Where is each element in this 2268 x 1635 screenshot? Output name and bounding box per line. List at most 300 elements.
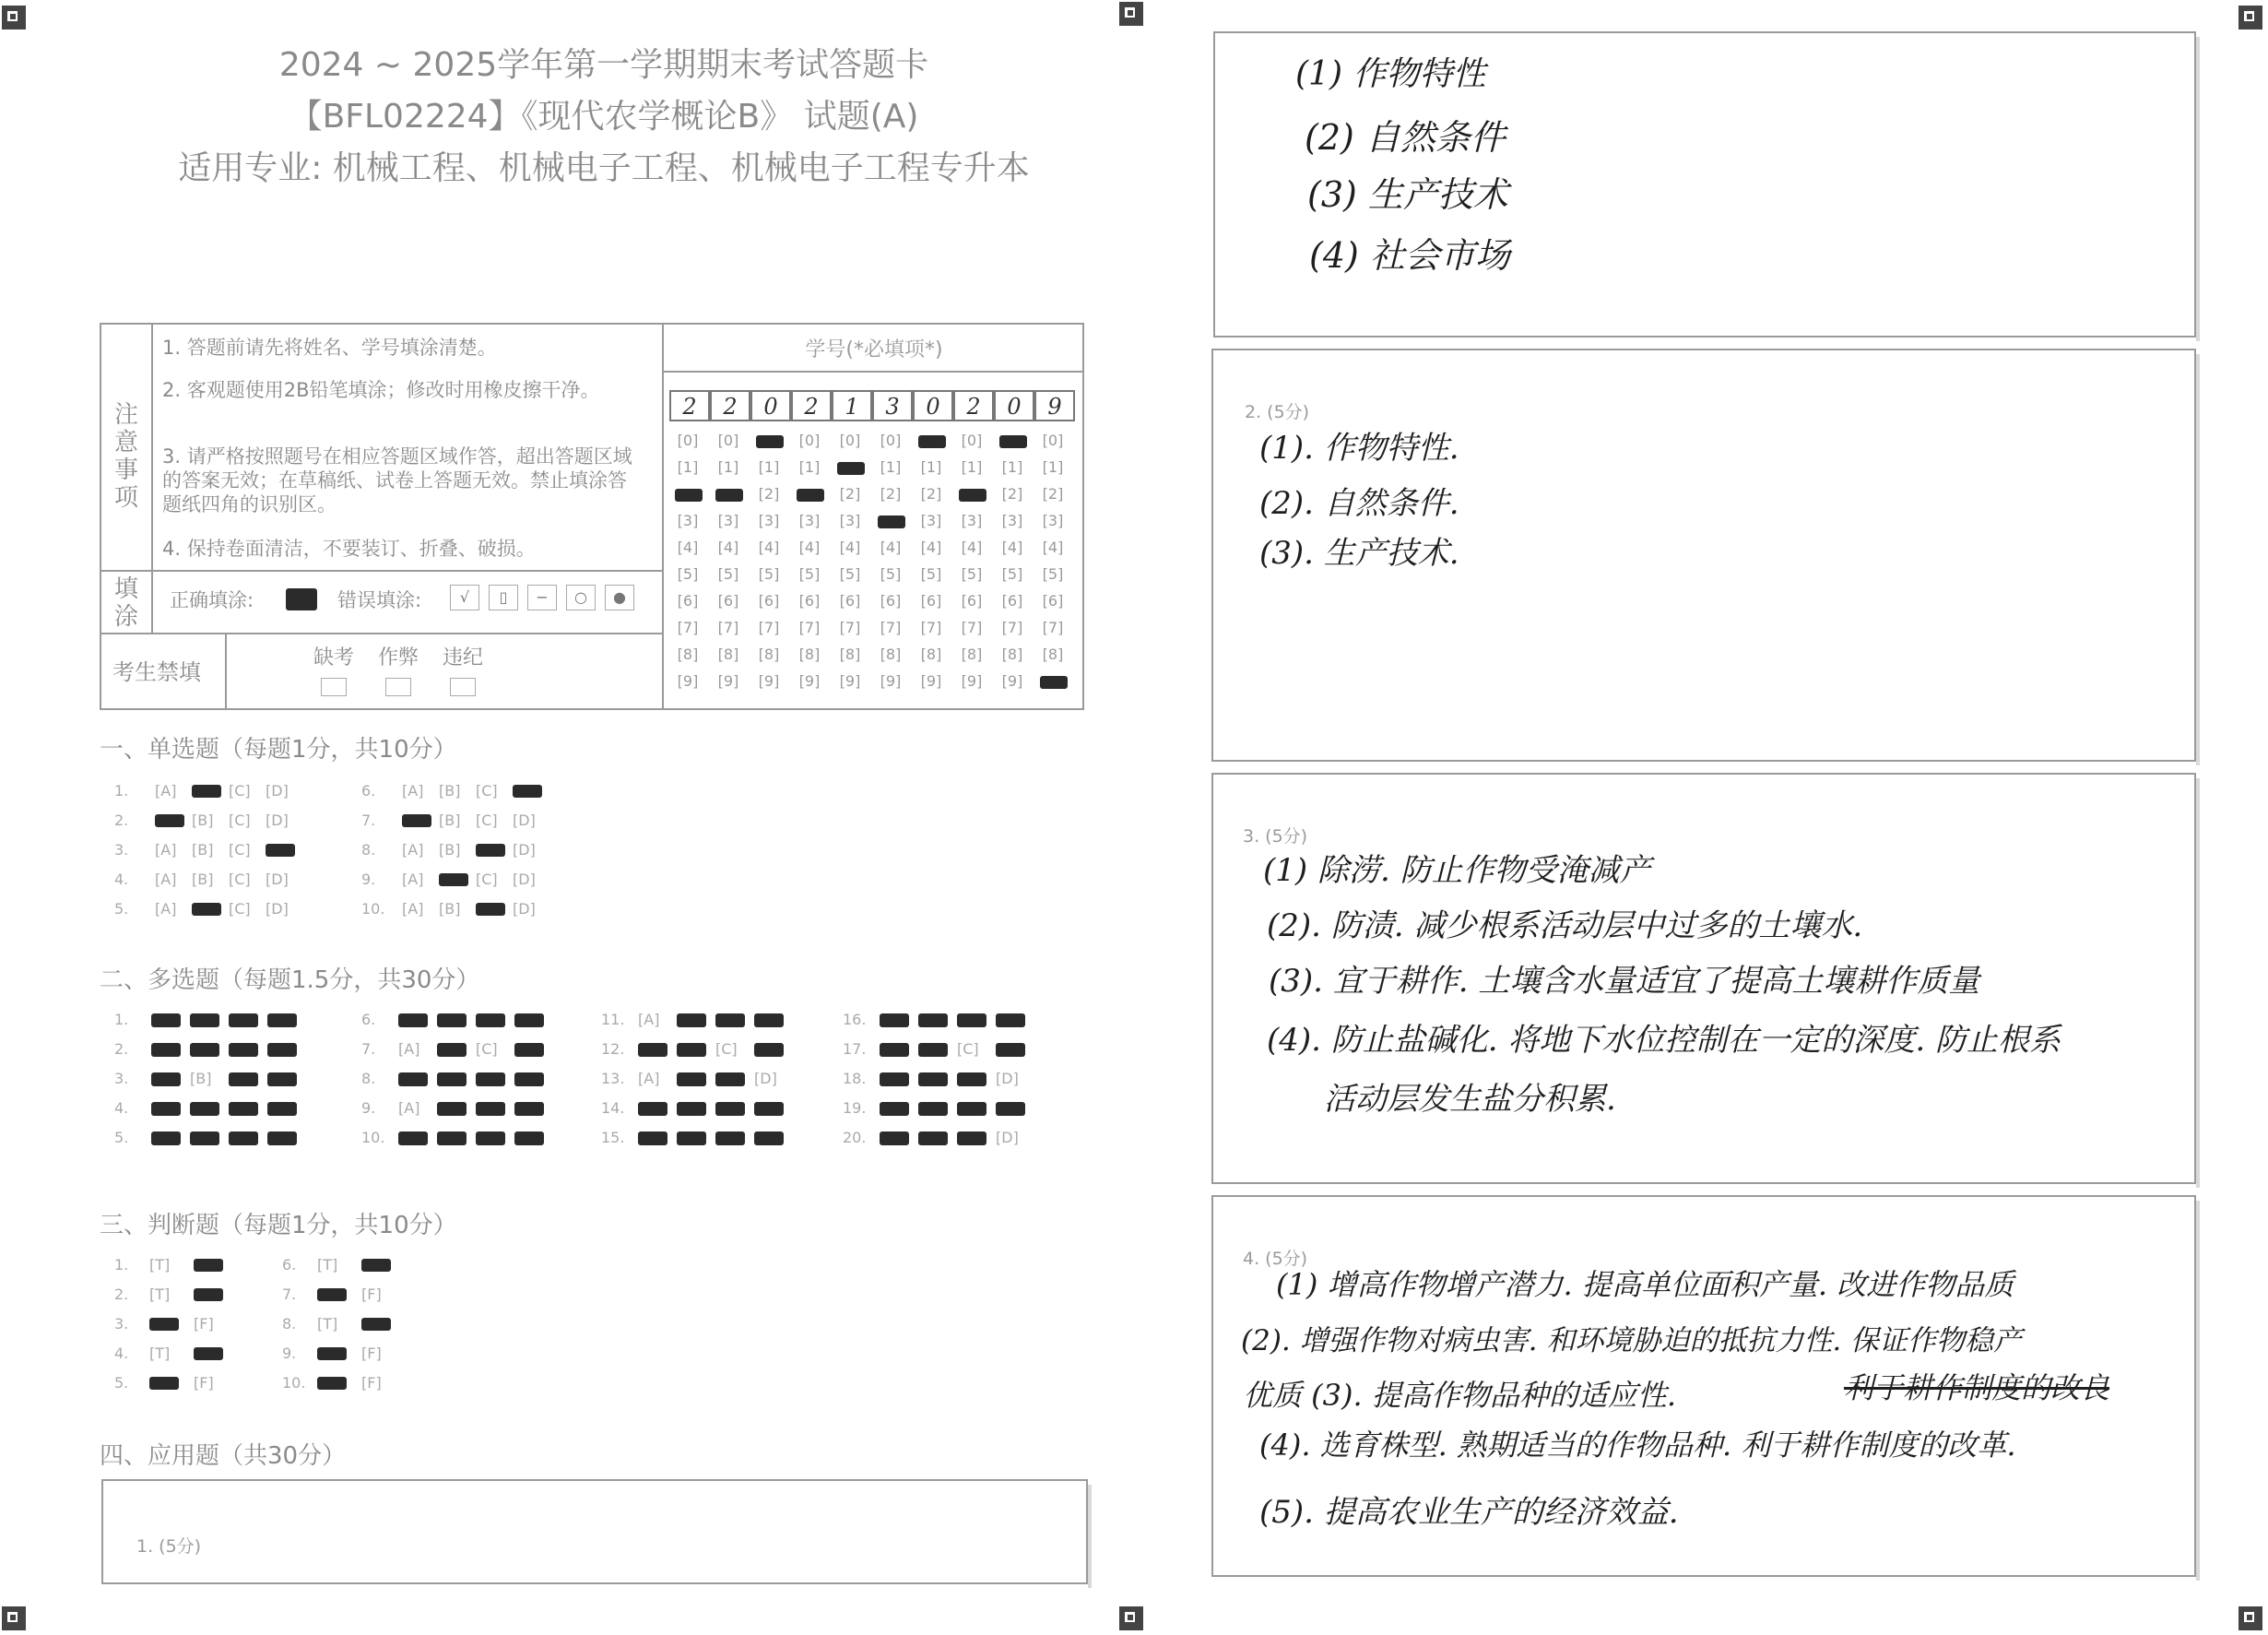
student-id-digit[interactable]: 2 bbox=[953, 390, 994, 421]
student-id-bubble[interactable]: [3] bbox=[798, 512, 821, 529]
mc-bubble-filled[interactable] bbox=[192, 903, 221, 916]
student-id-bubble[interactable]: [3] bbox=[717, 512, 739, 529]
tf-bubble-filled[interactable] bbox=[149, 1377, 179, 1390]
mc-bubble-filled[interactable] bbox=[192, 785, 221, 798]
mc-bubble[interactable]: [C] bbox=[957, 1040, 979, 1058]
student-id-bubble[interactable]: [6] bbox=[677, 592, 699, 610]
student-id-bubble[interactable]: [6] bbox=[1042, 592, 1064, 610]
mc-bubble-filled[interactable] bbox=[266, 844, 295, 857]
mc-bubble-filled[interactable] bbox=[677, 1102, 706, 1116]
mc-bubble[interactable]: [A] bbox=[398, 1099, 420, 1117]
mc-bubble[interactable]: [B] bbox=[192, 812, 214, 829]
wrong-fill-sample: ○ bbox=[566, 585, 596, 610]
tf-question-number: 2. bbox=[114, 1285, 129, 1303]
student-id-bubble[interactable]: [4] bbox=[798, 539, 821, 556]
mc-bubble[interactable]: [C] bbox=[476, 1040, 498, 1058]
student-id-bubble[interactable]: [8] bbox=[961, 646, 983, 663]
student-id-bubble[interactable]: [4] bbox=[677, 539, 699, 556]
student-id-bubble[interactable]: [1] bbox=[920, 458, 942, 476]
mc-bubble[interactable]: [C] bbox=[229, 812, 251, 829]
mc-bubble[interactable]: [B] bbox=[439, 900, 461, 918]
mc-bubble[interactable]: [B] bbox=[439, 841, 461, 859]
student-id-digit[interactable]: 0 bbox=[913, 390, 953, 421]
mc-bubble[interactable]: [C] bbox=[476, 812, 498, 829]
mc-bubble-filled[interactable] bbox=[715, 1131, 745, 1145]
mc-bubble[interactable]: [B] bbox=[192, 841, 214, 859]
mc-bubble-filled[interactable] bbox=[267, 1072, 297, 1086]
q2-label: 2. (5分) bbox=[1245, 402, 1310, 422]
student-id-bubble-filled[interactable] bbox=[756, 435, 784, 448]
forbidden-checkbox[interactable] bbox=[450, 678, 476, 696]
forbidden-option-label: 作弊 bbox=[378, 646, 419, 669]
q1-answer-box[interactable] bbox=[101, 1479, 1088, 1584]
mc-bubble-filled[interactable] bbox=[996, 1102, 1025, 1116]
student-id-bubble[interactable]: [5] bbox=[758, 565, 780, 583]
mc-bubble-filled[interactable] bbox=[513, 785, 542, 798]
forbidden-checkbox[interactable] bbox=[321, 678, 347, 696]
student-id-bubble[interactable]: [8] bbox=[717, 646, 739, 663]
student-id-bubble[interactable]: [0] bbox=[961, 432, 983, 449]
student-id-bubble[interactable]: [3] bbox=[677, 512, 699, 529]
student-id-bubble[interactable]: [1] bbox=[798, 458, 821, 476]
student-id-bubble[interactable]: [7] bbox=[1042, 619, 1064, 636]
student-id-bubble[interactable]: [9] bbox=[717, 672, 739, 690]
student-id-bubble[interactable]: [4] bbox=[839, 539, 861, 556]
mc-bubble[interactable]: [D] bbox=[266, 782, 289, 800]
student-id-bubble[interactable]: [9] bbox=[677, 672, 699, 690]
student-id-digit[interactable]: 1 bbox=[832, 390, 872, 421]
student-id-bubble[interactable]: [3] bbox=[1042, 512, 1064, 529]
student-id-bubble[interactable]: [6] bbox=[920, 592, 942, 610]
student-id-bubble[interactable]: [9] bbox=[880, 672, 902, 690]
student-id-digit[interactable]: 9 bbox=[1034, 390, 1075, 421]
forbidden-option[interactable] bbox=[443, 642, 483, 696]
tf-bubble-filled[interactable] bbox=[317, 1347, 347, 1360]
exam-title: 2024 ~ 2025学年第一学期期末考试答题卡 bbox=[278, 46, 929, 84]
mc-bubble[interactable]: [D] bbox=[754, 1070, 777, 1087]
mc-bubble-filled[interactable] bbox=[151, 1043, 181, 1057]
student-id-bubble[interactable]: [8] bbox=[758, 646, 780, 663]
student-id-bubble[interactable]: [5] bbox=[920, 565, 942, 583]
tf-bubble[interactable]: [T] bbox=[149, 1285, 171, 1303]
forbidden-option-label: 违纪 bbox=[443, 646, 484, 669]
student-id-digit[interactable]: 2 bbox=[710, 390, 750, 421]
mc-bubble-filled[interactable] bbox=[918, 1102, 948, 1116]
forbidden-checkbox[interactable] bbox=[385, 678, 411, 696]
student-id-bubble[interactable]: [7] bbox=[880, 619, 902, 636]
tf-question-number: 8. bbox=[282, 1315, 297, 1333]
mc-bubble-filled[interactable] bbox=[229, 1131, 258, 1145]
student-id-bubble[interactable]: [5] bbox=[717, 565, 739, 583]
student-id-bubble[interactable]: [1] bbox=[717, 458, 739, 476]
mc-bubble-filled[interactable] bbox=[957, 1102, 986, 1116]
student-id-bubble[interactable]: [0] bbox=[880, 432, 902, 449]
mc-bubble[interactable]: [C] bbox=[715, 1040, 738, 1058]
mc-bubble-filled[interactable] bbox=[677, 1043, 706, 1057]
tf-bubble-filled[interactable] bbox=[149, 1318, 179, 1331]
student-id-bubble-filled[interactable] bbox=[797, 489, 824, 502]
mc-bubble[interactable]: [D] bbox=[513, 841, 536, 859]
mc-bubble[interactable]: [A] bbox=[398, 1040, 420, 1058]
mc-bubble[interactable]: [C] bbox=[229, 841, 251, 859]
student-id-bubble-filled[interactable] bbox=[918, 435, 946, 448]
mc-bubble-filled[interactable] bbox=[918, 1131, 948, 1145]
corner-mark-top-center bbox=[1119, 2, 1143, 26]
mc-bubble-filled[interactable] bbox=[151, 1072, 181, 1086]
mc-bubble-filled[interactable] bbox=[398, 1131, 428, 1145]
student-id-bubble[interactable]: [9] bbox=[798, 672, 821, 690]
mc-bubble-filled[interactable] bbox=[754, 1102, 784, 1116]
tf-question-number: 3. bbox=[114, 1315, 129, 1333]
mc-bubble-filled[interactable] bbox=[190, 1043, 219, 1057]
mc-question-number: 4. bbox=[114, 871, 129, 888]
mc-bubble[interactable]: [A] bbox=[155, 900, 177, 918]
mc-bubble[interactable]: [A] bbox=[638, 1011, 660, 1028]
student-id-bubble[interactable]: [6] bbox=[758, 592, 780, 610]
mc-bubble-filled[interactable] bbox=[638, 1102, 667, 1116]
student-id-bubble[interactable]: [5] bbox=[961, 565, 983, 583]
student-id-bubble[interactable]: [5] bbox=[798, 565, 821, 583]
forbidden-option[interactable] bbox=[313, 642, 354, 696]
student-id-bubble[interactable]: [8] bbox=[677, 646, 699, 663]
q3-answer-line-5: 活动层发生盐分积累. bbox=[1324, 1081, 1616, 1118]
student-id-bubble[interactable]: [9] bbox=[920, 672, 942, 690]
mc-bubble[interactable]: [A] bbox=[402, 782, 424, 800]
mc-bubble-filled[interactable] bbox=[190, 1131, 219, 1145]
mc-bubble-filled[interactable] bbox=[151, 1131, 181, 1145]
student-id-bubble[interactable]: [6] bbox=[839, 592, 861, 610]
student-id-bubble[interactable]: [2] bbox=[1042, 485, 1064, 503]
student-id-bubble-filled[interactable] bbox=[675, 489, 703, 502]
mc-bubble-filled[interactable] bbox=[514, 1013, 544, 1027]
wrong-fill-sample: − bbox=[527, 585, 557, 610]
mc-question-number: 4. bbox=[114, 1099, 129, 1117]
student-id-bubble[interactable]: [4] bbox=[1042, 539, 1064, 556]
mc-bubble-filled[interactable] bbox=[996, 1043, 1025, 1057]
student-id-bubble[interactable]: [8] bbox=[1001, 646, 1023, 663]
q2-answer-line-2: (2). 自然条件. bbox=[1259, 485, 1459, 522]
mc-bubble-filled[interactable] bbox=[437, 1013, 467, 1027]
student-id-bubble[interactable]: [1] bbox=[677, 458, 699, 476]
mc-bubble-filled[interactable] bbox=[715, 1072, 745, 1086]
student-id-bubble[interactable]: [7] bbox=[1001, 619, 1023, 636]
q4-answer-line-3: 优质 (3). 提高作物品种的适应性. bbox=[1243, 1378, 1677, 1413]
student-id-bubble[interactable]: [4] bbox=[1001, 539, 1023, 556]
student-id-bubble[interactable]: [8] bbox=[839, 646, 861, 663]
mc-bubble-filled[interactable] bbox=[190, 1013, 219, 1027]
mc-bubble[interactable]: [A] bbox=[155, 871, 177, 888]
mc-bubble-filled[interactable] bbox=[677, 1072, 706, 1086]
mc-bubble[interactable]: [D] bbox=[266, 812, 289, 829]
mc-question-number: 20. bbox=[843, 1129, 867, 1146]
mc-bubble-filled[interactable] bbox=[476, 1131, 505, 1145]
student-id-bubble-filled[interactable] bbox=[837, 462, 865, 475]
q4-label: 4. (5分) bbox=[1243, 1249, 1308, 1269]
student-id-bubble[interactable]: [2] bbox=[839, 485, 861, 503]
mc-question-number: 17. bbox=[843, 1040, 867, 1058]
mc-bubble-filled[interactable] bbox=[229, 1102, 258, 1116]
student-id-bubble[interactable]: [2] bbox=[1001, 485, 1023, 503]
mc-bubble[interactable]: [B] bbox=[192, 871, 214, 888]
student-id-title: 学号(*必填项*) bbox=[805, 338, 943, 361]
student-id-bubble[interactable]: [3] bbox=[1001, 512, 1023, 529]
mc-bubble-filled[interactable] bbox=[957, 1131, 986, 1145]
mc-bubble-filled[interactable] bbox=[267, 1013, 297, 1027]
mc-bubble-filled[interactable] bbox=[677, 1013, 706, 1027]
mc-question-number: 14. bbox=[601, 1099, 625, 1117]
mc-bubble-filled[interactable] bbox=[402, 814, 431, 827]
student-id-bubble[interactable]: [7] bbox=[961, 619, 983, 636]
mc-bubble[interactable]: [D] bbox=[266, 900, 289, 918]
student-id-bubble[interactable]: [2] bbox=[880, 485, 902, 503]
mc-question-number: 8. bbox=[361, 1070, 376, 1087]
tf-bubble[interactable]: [T] bbox=[317, 1315, 338, 1333]
mc-bubble[interactable]: [C] bbox=[476, 871, 498, 888]
student-id-bubble[interactable]: [7] bbox=[920, 619, 942, 636]
student-id-bubble[interactable]: [7] bbox=[717, 619, 739, 636]
mc-question-number: 19. bbox=[843, 1099, 867, 1117]
student-id-bubble[interactable]: [1] bbox=[880, 458, 902, 476]
mc-bubble-filled[interactable] bbox=[514, 1131, 544, 1145]
mc-bubble-filled[interactable] bbox=[957, 1013, 986, 1027]
mc-question-number: 10. bbox=[361, 1129, 385, 1146]
tf-bubble-filled[interactable] bbox=[361, 1318, 391, 1331]
section2-title: 二、多选题（每题1.5分，共30分） bbox=[100, 966, 480, 994]
mc-bubble-filled[interactable] bbox=[880, 1013, 909, 1027]
student-id-bubble[interactable]: [9] bbox=[1001, 672, 1023, 690]
student-id-bubble[interactable]: [8] bbox=[798, 646, 821, 663]
student-id-bubble[interactable]: [1] bbox=[1001, 458, 1023, 476]
mc-bubble-filled[interactable] bbox=[155, 814, 184, 827]
mc-bubble-filled[interactable] bbox=[638, 1131, 667, 1145]
wrong-fill-sample: √ bbox=[450, 585, 479, 610]
student-id-bubble[interactable]: [7] bbox=[758, 619, 780, 636]
student-id-bubble[interactable]: [4] bbox=[880, 539, 902, 556]
mc-bubble[interactable]: [C] bbox=[229, 782, 251, 800]
q3-answer-line-4: (4). 防止盐碱化. 将地下水位控制在一定的深度. 防止根系 bbox=[1267, 1022, 2061, 1059]
mc-bubble-filled[interactable] bbox=[476, 1102, 505, 1116]
correct-fill-sample bbox=[286, 588, 317, 610]
mc-bubble-filled[interactable] bbox=[754, 1013, 784, 1027]
mc-bubble[interactable]: [D] bbox=[513, 812, 536, 829]
mc-bubble-filled[interactable] bbox=[398, 1013, 428, 1027]
mc-bubble[interactable]: [C] bbox=[229, 871, 251, 888]
mc-bubble-filled[interactable] bbox=[439, 873, 468, 886]
q1-label: 1. (5分) bbox=[136, 1536, 202, 1557]
student-id-bubble[interactable]: [9] bbox=[839, 672, 861, 690]
student-id-bubble[interactable]: [7] bbox=[839, 619, 861, 636]
student-id-bubble[interactable]: [6] bbox=[798, 592, 821, 610]
mc-bubble-filled[interactable] bbox=[918, 1013, 948, 1027]
mc-bubble-filled[interactable] bbox=[880, 1043, 909, 1057]
mc-bubble[interactable]: [B] bbox=[439, 812, 461, 829]
student-id-bubble[interactable]: [5] bbox=[1042, 565, 1064, 583]
mc-bubble-filled[interactable] bbox=[437, 1131, 467, 1145]
mc-bubble[interactable]: [B] bbox=[439, 782, 461, 800]
student-id-bubble-filled[interactable] bbox=[878, 515, 905, 528]
student-id-bubble[interactable]: [4] bbox=[920, 539, 942, 556]
majors-line: 适用专业: 机械工程、机械电子工程、机械电子工程专升本 bbox=[178, 149, 1030, 187]
mc-question-number: 1. bbox=[114, 782, 129, 800]
mc-bubble[interactable]: [C] bbox=[476, 782, 498, 800]
tf-bubble-filled[interactable] bbox=[194, 1347, 223, 1360]
mc-bubble-filled[interactable] bbox=[638, 1043, 667, 1057]
tf-bubble-filled[interactable] bbox=[194, 1259, 223, 1272]
tf-bubble[interactable]: [F] bbox=[194, 1315, 214, 1333]
mc-bubble-filled[interactable] bbox=[229, 1072, 258, 1086]
mc-bubble[interactable]: [B] bbox=[190, 1070, 212, 1087]
student-id-bubble-filled[interactable] bbox=[959, 489, 986, 502]
mc-bubble[interactable]: [A] bbox=[638, 1070, 660, 1087]
student-id-bubble[interactable]: [1] bbox=[1042, 458, 1064, 476]
mc-bubble[interactable]: [A] bbox=[155, 841, 177, 859]
mc-question-number: 13. bbox=[601, 1070, 625, 1087]
mc-bubble-filled[interactable] bbox=[437, 1072, 467, 1086]
student-id-bubble[interactable]: [3] bbox=[920, 512, 942, 529]
mc-bubble-filled[interactable] bbox=[880, 1131, 909, 1145]
mc-bubble-filled[interactable] bbox=[229, 1013, 258, 1027]
notice-item-3: 3. 请严格按照题号在相应答题区域作答，超出答题区域的答案无效；在草稿纸、试卷上答题无效。禁止填涂答题纸四角的识别区。 bbox=[162, 445, 632, 515]
student-id-bubble[interactable]: [0] bbox=[798, 432, 821, 449]
wrong-fill-sample: ▯ bbox=[489, 585, 518, 610]
student-id-bubble[interactable]: [7] bbox=[798, 619, 821, 636]
mc-bubble-filled[interactable] bbox=[957, 1072, 986, 1086]
student-id-bubble[interactable]: [6] bbox=[961, 592, 983, 610]
mc-bubble-filled[interactable] bbox=[514, 1102, 544, 1116]
mc-bubble[interactable]: [A] bbox=[402, 871, 424, 888]
student-id-bubble[interactable]: [9] bbox=[758, 672, 780, 690]
mc-bubble[interactable]: [D] bbox=[513, 900, 536, 918]
student-id-bubble[interactable]: [4] bbox=[758, 539, 780, 556]
mc-bubble[interactable]: [A] bbox=[402, 900, 424, 918]
mc-bubble-filled[interactable] bbox=[476, 903, 505, 916]
mc-bubble-filled[interactable] bbox=[476, 1072, 505, 1086]
tf-bubble[interactable]: [T] bbox=[149, 1256, 171, 1274]
mc-bubble-filled[interactable] bbox=[151, 1102, 181, 1116]
student-id-bubble-filled[interactable] bbox=[1040, 676, 1068, 689]
q4-answer-line-4: (4). 选育株型. 熟期适当的作物品种. 利于耕作制度的改革. bbox=[1259, 1428, 2016, 1463]
mc-bubble[interactable]: [A] bbox=[155, 782, 177, 800]
student-id-bubble[interactable]: [0] bbox=[677, 432, 699, 449]
student-id-bubble[interactable]: [0] bbox=[717, 432, 739, 449]
tf-bubble-filled[interactable] bbox=[194, 1288, 223, 1301]
q2-answer-line-1: (1). 作物特性. bbox=[1259, 430, 1459, 467]
mc-question-number: 15. bbox=[601, 1129, 625, 1146]
mc-bubble-filled[interactable] bbox=[190, 1102, 219, 1116]
mc-bubble-filled[interactable] bbox=[476, 844, 505, 857]
mc-bubble[interactable]: [D] bbox=[996, 1129, 1019, 1146]
mc-bubble-filled[interactable] bbox=[229, 1043, 258, 1057]
student-id-bubble[interactable]: [4] bbox=[717, 539, 739, 556]
student-id-bubble[interactable]: [5] bbox=[677, 565, 699, 583]
mc-bubble-filled[interactable] bbox=[514, 1072, 544, 1086]
mc-bubble-filled[interactable] bbox=[267, 1131, 297, 1145]
mc-bubble-filled[interactable] bbox=[918, 1043, 948, 1057]
student-id-bubble[interactable]: [6] bbox=[1001, 592, 1023, 610]
student-id-bubble[interactable]: [8] bbox=[920, 646, 942, 663]
mc-bubble-filled[interactable] bbox=[151, 1013, 181, 1027]
mc-bubble[interactable]: [D] bbox=[996, 1070, 1019, 1087]
student-id-bubble[interactable]: [6] bbox=[717, 592, 739, 610]
corner-mark-bottom-left bbox=[2, 1606, 26, 1630]
mc-bubble-filled[interactable] bbox=[398, 1072, 428, 1086]
section1-title: 一、单选题（每题1分，共10分） bbox=[100, 736, 457, 764]
tf-bubble[interactable]: [F] bbox=[194, 1374, 214, 1392]
student-id-bubble[interactable]: [8] bbox=[880, 646, 902, 663]
tf-bubble-filled[interactable] bbox=[317, 1288, 347, 1301]
mc-question-number: 11. bbox=[601, 1011, 625, 1028]
student-id-bubble[interactable]: [6] bbox=[880, 592, 902, 610]
student-id-digit[interactable]: 0 bbox=[750, 390, 791, 421]
tf-question-number: 7. bbox=[282, 1285, 297, 1303]
tf-bubble-filled[interactable] bbox=[317, 1377, 347, 1390]
mc-bubble-filled[interactable] bbox=[754, 1131, 784, 1145]
student-id-bubble[interactable]: [0] bbox=[1042, 432, 1064, 449]
mc-bubble-filled[interactable] bbox=[715, 1102, 745, 1116]
mc-bubble-filled[interactable] bbox=[715, 1013, 745, 1027]
student-id-digit[interactable]: 2 bbox=[669, 390, 710, 421]
mc-bubble-filled[interactable] bbox=[880, 1072, 909, 1086]
mc-question-number: 5. bbox=[114, 1129, 129, 1146]
student-id-bubble[interactable]: [8] bbox=[1042, 646, 1064, 663]
mc-bubble[interactable]: [D] bbox=[266, 871, 289, 888]
student-id-digit[interactable]: 0 bbox=[994, 390, 1034, 421]
mc-bubble[interactable]: [C] bbox=[229, 900, 251, 918]
tf-bubble[interactable]: [F] bbox=[361, 1374, 382, 1392]
student-id-digit[interactable]: 3 bbox=[872, 390, 913, 421]
student-id-bubble[interactable]: [1] bbox=[758, 458, 780, 476]
mc-bubble-filled[interactable] bbox=[437, 1102, 467, 1116]
forbidden-option[interactable] bbox=[378, 642, 419, 696]
student-id-bubble[interactable]: [3] bbox=[961, 512, 983, 529]
student-id-bubble[interactable]: [7] bbox=[677, 619, 699, 636]
mc-bubble-filled[interactable] bbox=[918, 1072, 948, 1086]
tf-bubble-filled[interactable] bbox=[361, 1259, 391, 1272]
student-id-bubble[interactable]: [5] bbox=[839, 565, 861, 583]
tf-bubble[interactable]: [F] bbox=[361, 1285, 382, 1303]
student-id-bubble[interactable]: [5] bbox=[1001, 565, 1023, 583]
student-id-bubble-filled[interactable] bbox=[715, 489, 743, 502]
mc-bubble-filled[interactable] bbox=[476, 1013, 505, 1027]
student-id-bubble[interactable]: [1] bbox=[961, 458, 983, 476]
mc-bubble-filled[interactable] bbox=[514, 1043, 544, 1057]
student-id-bubble[interactable]: [3] bbox=[839, 512, 861, 529]
mc-bubble-filled[interactable] bbox=[754, 1043, 784, 1057]
mc-bubble[interactable]: [D] bbox=[513, 871, 536, 888]
student-id-bubble[interactable]: [0] bbox=[839, 432, 861, 449]
mc-bubble[interactable]: [A] bbox=[402, 841, 424, 859]
q4-struck-text: 利于耕作制度的改良 bbox=[1844, 1370, 2110, 1405]
mc-bubble-filled[interactable] bbox=[437, 1043, 467, 1057]
student-id-bubble[interactable]: [5] bbox=[880, 565, 902, 583]
tf-bubble[interactable]: [T] bbox=[317, 1256, 338, 1274]
mc-bubble-filled[interactable] bbox=[267, 1043, 297, 1057]
mc-bubble-filled[interactable] bbox=[880, 1102, 909, 1116]
student-id-bubble[interactable]: [3] bbox=[758, 512, 780, 529]
student-id-bubble-filled[interactable] bbox=[999, 435, 1027, 448]
student-id-bubble[interactable]: [2] bbox=[758, 485, 780, 503]
mc-bubble-filled[interactable] bbox=[267, 1102, 297, 1116]
student-id-bubble[interactable]: [2] bbox=[920, 485, 942, 503]
mc-question-number: 8. bbox=[361, 841, 376, 859]
student-id-bubble[interactable]: [9] bbox=[961, 672, 983, 690]
tf-bubble[interactable]: [F] bbox=[361, 1345, 382, 1362]
tf-bubble[interactable]: [T] bbox=[149, 1345, 171, 1362]
student-id-bubble[interactable]: [4] bbox=[961, 539, 983, 556]
mc-bubble-filled[interactable] bbox=[996, 1013, 1025, 1027]
student-id-digit[interactable]: 2 bbox=[791, 390, 832, 421]
mc-bubble-filled[interactable] bbox=[677, 1131, 706, 1145]
